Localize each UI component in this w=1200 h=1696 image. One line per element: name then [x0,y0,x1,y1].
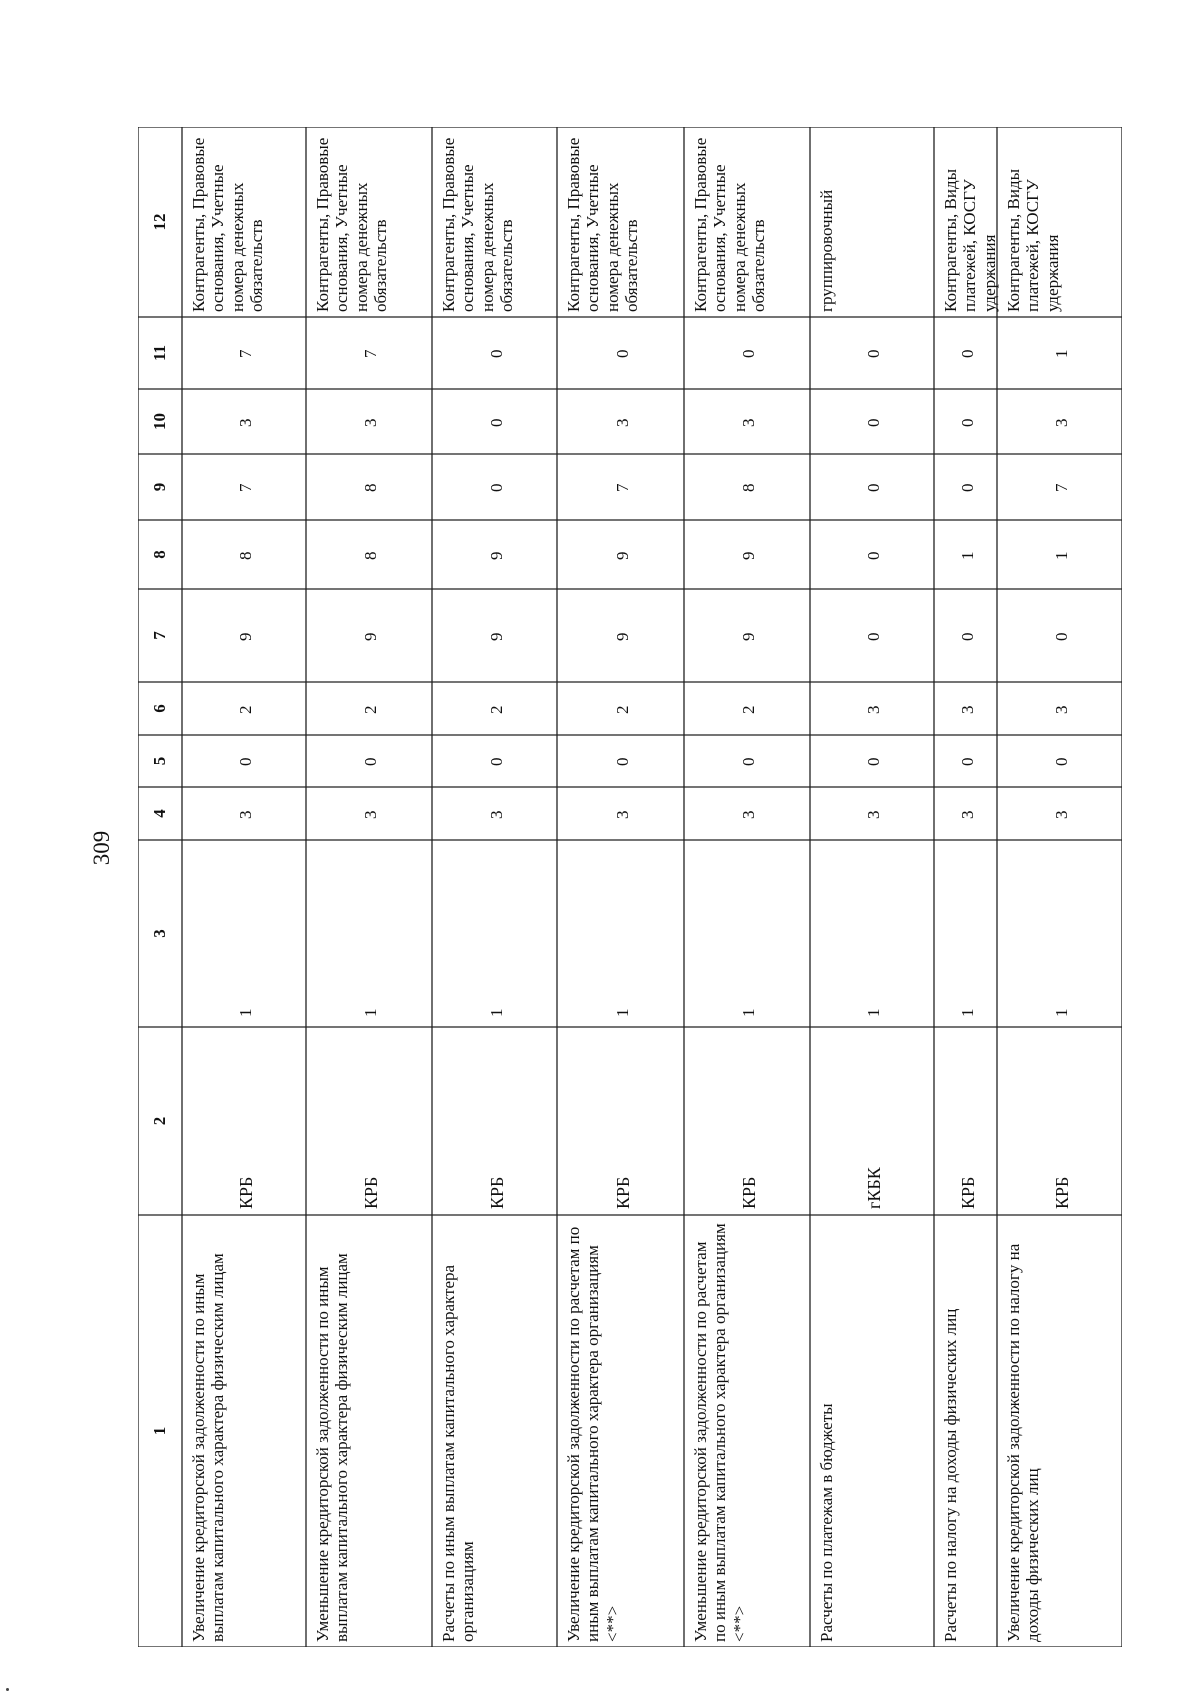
row-8-analytics-text: Контрагенты, Виды платежей, КОСГУ удержания [1004,168,1062,312]
row-7-col-4-text: 3 [957,810,977,819]
row-1-col-7-text: 9 [236,632,255,641]
row-2-name-text: Уменьшение кредиторской задолженности по иным выплатам капитального характера физическим лицам [313,1253,352,1642]
row-4-analytics-text: Контрагенты, Правовые основания, Учетные номера денежных обязательств [564,137,642,312]
row-5-col-6-text: 2 [739,705,758,714]
row-3-col-3-text: 1 [486,1008,506,1017]
row-4-col-6-text: 2 [612,705,632,714]
row-7-name-text: Расчеты по налогу на доходы физических лиц [941,1308,960,1642]
row-1-col-10-text: 3 [236,418,255,427]
row-1-col-11-text: 7 [236,349,255,358]
scan-dot [6,1688,9,1691]
row-1-col-9-text: 7 [236,483,255,492]
row-4-col-8-text: 9 [612,551,632,560]
row-8-col-6-text: 3 [1051,705,1071,714]
row-5-col-5-text: 0 [739,757,758,766]
row-8-col-8-text: 1 [1051,551,1071,560]
row-3-name-text: Расчеты по иным выплатам капитального характера организациям [439,1264,478,1642]
row-4-name-text: Увеличение кредиторской задолженности по расчетам по иным выплатам капитального характера организациям <**> [564,1226,622,1642]
row-4-code-text: КРБ [612,1176,633,1209]
row-1-analytics-text: Контрагенты, Правовые основания, Учетные номера денежных обязательств [189,137,267,312]
row-2-col-11-text: 7 [361,349,380,358]
row-7-col-8-text: 1 [957,551,977,560]
header-col-9-text: 9 [150,482,169,492]
row-4-col-4-text: 3 [612,810,632,819]
row-2-analytics-text: Контрагенты, Правовые основания, Учетные номера денежных обязательств [313,137,391,312]
row-3-col-7-text: 9 [486,632,506,641]
header-col-12-text: 12 [150,213,169,231]
row-2-col-7-text: 9 [361,632,380,641]
row-4-col-3-text: 1 [612,1008,632,1017]
row-7-col-3-text: 1 [957,1008,977,1017]
row-6-col-11-text: 0 [864,349,883,358]
row-7-analytics-text: Контрагенты, Виды платежей, КОСГУ удержания [941,168,999,312]
row-6-col-3-text: 1 [864,1008,883,1017]
row-6-col-8-text: 0 [864,551,883,560]
row-5-col-3-text: 1 [739,1008,758,1017]
row-2-col-4-text: 3 [361,810,380,819]
row-3-analytics-text: Контрагенты, Правовые основания, Учетные номера денежных обязательств [439,137,517,312]
row-2-col-9-text: 8 [361,483,380,492]
row-8-col-4-text: 3 [1051,810,1071,819]
row-3-code-text: КРБ [486,1176,507,1209]
row-5-col-8-text: 9 [739,551,758,560]
header-col-11-text: 11 [150,344,169,362]
row-3-col-5-text: 0 [486,757,506,766]
row-8-col-9-text: 7 [1051,483,1071,492]
row-3-col-11-text: 0 [486,349,506,358]
header-col-6-text: 6 [150,704,169,713]
row-4-col-11-text: 0 [612,349,632,358]
row-6-col-6-text: 3 [864,705,883,714]
row-2-col-8-text: 8 [361,551,380,560]
page-number-text: 309 [89,830,114,866]
row-3-col-4-text: 3 [486,810,506,819]
row-6-name-text: Расчеты по платежам в бюджеты [817,1403,836,1642]
row-6-analytics-text: группировочный [817,189,836,312]
row-7-col-6-text: 3 [957,705,977,714]
row-5-col-4-text: 3 [739,810,758,819]
row-2-col-10-text: 3 [361,418,380,427]
row-3-col-10-text: 0 [486,418,506,427]
row-5-col-10-text: 3 [739,418,758,427]
row-1-col-6-text: 2 [236,705,255,714]
row-4-col-10-text: 3 [612,418,632,427]
header-col-4-text: 4 [150,809,169,818]
row-3-col-8-text: 9 [486,551,506,560]
accounts-table [138,127,1122,1647]
row-2-col-6-text: 2 [361,705,380,714]
row-7-code-text: КРБ [957,1176,978,1209]
row-6-col-9-text: 0 [864,483,883,492]
row-1-col-5-text: 0 [236,757,255,766]
row-8-col-10-text: 3 [1051,418,1071,427]
row-1-col-8-text: 8 [236,551,255,560]
header-col-3-text: 3 [150,929,169,938]
row-6-col-4-text: 3 [864,810,883,819]
row-8-col-11-text: 1 [1051,349,1071,358]
row-8-col-5-text: 0 [1051,757,1071,766]
header-col-5-text: 5 [150,756,169,766]
row-7-col-5-text: 0 [957,757,977,766]
row-4-col-9-text: 7 [612,483,632,492]
row-6-col-7-text: 0 [864,632,883,641]
row-7-col-7-text: 0 [957,632,977,641]
header-col-1-text: 1 [150,1426,169,1436]
header-col-8-text: 8 [150,550,169,559]
row-2-code-text: КРБ [361,1176,381,1209]
row-6-col-10-text: 0 [864,418,883,427]
row-7-col-11-text: 0 [957,349,977,358]
row-1-code-text: КРБ [236,1176,256,1209]
row-5-code-text: КРБ [739,1176,759,1209]
row-6-col-5-text: 0 [864,757,883,766]
row-4-col-5-text: 0 [612,757,632,766]
row-5-col-11-text: 0 [739,349,758,358]
row-2-col-5-text: 0 [361,757,380,766]
row-4-col-7-text: 9 [612,632,632,641]
row-8-col-7-text: 0 [1051,632,1071,641]
row-1-name-text: Увеличение кредиторской задолженности по иным выплатам капитального характера физическим лицам [189,1253,228,1642]
row-8-col-3-text: 1 [1051,1008,1071,1017]
row-3-col-6-text: 2 [486,705,506,714]
row-8-code-text: КРБ [1051,1176,1072,1209]
row-2-col-3-text: 1 [361,1008,380,1017]
header-col-10-text: 10 [150,413,169,430]
row-5-col-7-text: 9 [739,632,758,641]
row-3-col-9-text: 0 [486,483,506,492]
row-5-col-9-text: 8 [739,483,758,492]
header-col-2-text: 2 [150,1116,169,1126]
row-7-col-10-text: 0 [957,418,977,427]
row-1-col-3-text: 1 [236,1008,255,1017]
row-1-col-4-text: 3 [236,810,255,819]
header-col-7-text: 7 [150,631,169,640]
row-5-name-text: Уменьшение кредиторской задолженности по расчетам по иным выплатам капитального характера организациям <**> [691,1223,749,1642]
row-6-code-text: гКБК [864,1167,884,1209]
row-8-name-text: Увеличение кредиторской задолженности по налогу на доходы физических лиц [1004,1243,1043,1642]
row-5-analytics-text: Контрагенты, Правовые основания, Учетные номера денежных обязательств [691,137,769,312]
row-7-col-9-text: 0 [957,483,977,492]
